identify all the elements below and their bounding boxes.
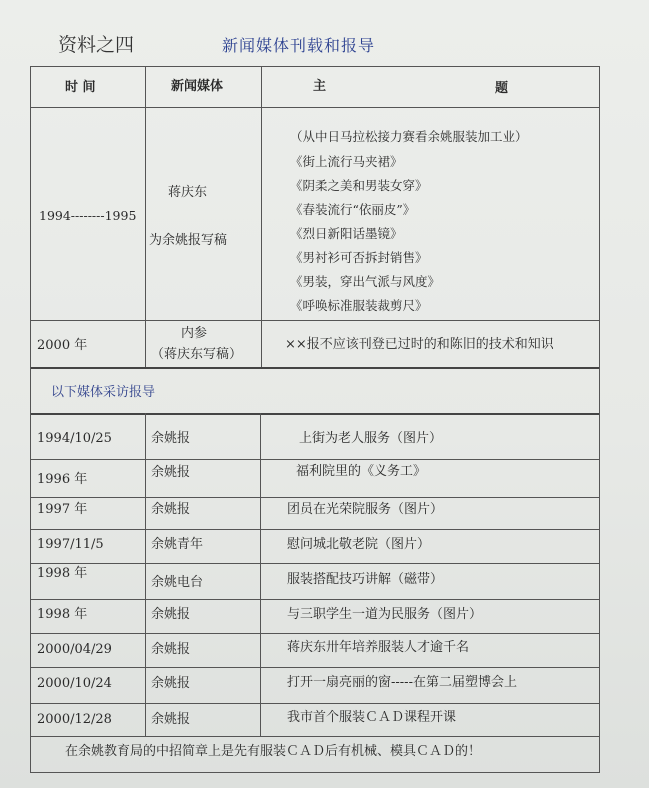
row-topic: 我市首个服装ＣＡＤ课程开课 bbox=[287, 710, 457, 725]
header-media: 新闻媒体 bbox=[171, 79, 224, 94]
row-time: 2000/12/28 bbox=[37, 712, 112, 727]
block1-topic: 《春装流行“依丽皮”》 bbox=[290, 202, 416, 217]
rule-row bbox=[31, 529, 599, 530]
row-media: 余姚青年 bbox=[151, 537, 204, 552]
page-label: 资料之四 bbox=[58, 34, 135, 56]
block2-author: （蒋庆东写稿） bbox=[151, 347, 243, 362]
row-time: 1996 年 bbox=[37, 472, 88, 487]
row-media: 余姚报 bbox=[151, 465, 191, 480]
row-media: 余姚报 bbox=[151, 502, 191, 517]
rule-block1 bbox=[31, 320, 599, 321]
row-time: 1998 年 bbox=[37, 566, 88, 581]
row-topic: 服装搭配技巧讲解（磁带） bbox=[287, 572, 444, 587]
block1-topic: 《男衬衫可否拆封销售》 bbox=[290, 250, 428, 265]
rule-row bbox=[31, 497, 599, 498]
block1-topic: 《男装，穿出气派与风度》 bbox=[290, 274, 441, 289]
rule-row bbox=[31, 563, 599, 564]
block1-topic: 《呼唤标准服装裁剪尺》 bbox=[290, 298, 428, 313]
header-topic-a: 主 bbox=[313, 79, 327, 94]
row-topic: 团员在光荣院服务（图片） bbox=[287, 502, 444, 517]
block1-time: 1994--------1995 bbox=[39, 208, 137, 223]
block1-topic: （从中日马拉松接力赛看余姚服装加工业） bbox=[290, 129, 528, 144]
row-media: 余姚报 bbox=[151, 431, 191, 446]
rule-row bbox=[31, 633, 599, 634]
col-divider-2-lower bbox=[260, 413, 261, 736]
rule-row bbox=[31, 703, 599, 704]
row-time: 1997 年 bbox=[37, 502, 88, 517]
page-title: 新闻媒体刊载和报导 bbox=[222, 36, 376, 55]
block1-author: 蒋庆东 bbox=[168, 185, 208, 200]
row-media: 余姚报 bbox=[151, 642, 191, 657]
header-topic-b: 题 bbox=[495, 81, 509, 96]
col-divider-1 bbox=[145, 67, 146, 367]
row-time: 2000/10/24 bbox=[37, 676, 112, 691]
block1-media: 为余姚报写稿 bbox=[149, 233, 228, 248]
block2-topic: ××报不应该刊登已过时的和陈旧的技术和知识 bbox=[285, 337, 554, 352]
row-topic: 蒋庆东卅年培养服装人才逾千名 bbox=[287, 640, 470, 655]
media-table bbox=[30, 66, 600, 773]
rule-row bbox=[31, 667, 599, 668]
row-topic: 打开一扇亮丽的窗-----在第二届塑博会上 bbox=[287, 675, 517, 690]
row-time: 1998 年 bbox=[37, 607, 88, 622]
rule-row bbox=[31, 736, 599, 737]
footer-note: 在余姚教育局的中招简章上是先有服装ＣＡＤ后有机械、模具ＣＡＤ的！ bbox=[65, 744, 482, 759]
rule-row bbox=[31, 459, 599, 460]
row-media: 余姚电台 bbox=[151, 575, 204, 590]
row-topic: 上街为老人服务（图片） bbox=[299, 431, 443, 446]
rule-block2 bbox=[31, 367, 599, 369]
row-topic: 与三职学生一道为民服务（图片） bbox=[287, 607, 483, 622]
row-time: 2000/04/29 bbox=[37, 642, 112, 657]
row-media: 余姚报 bbox=[151, 607, 191, 622]
row-media: 余姚报 bbox=[151, 676, 191, 691]
block1-topic: 《阴柔之美和男装女穿》 bbox=[290, 178, 428, 193]
row-time: 1997/11/5 bbox=[37, 537, 104, 552]
row-topic: 慰问城北敬老院（图片） bbox=[287, 537, 431, 552]
row-time: 1994/10/25 bbox=[37, 431, 112, 446]
col-divider-1-lower bbox=[145, 413, 146, 736]
block2-media: 内参 bbox=[181, 326, 208, 341]
block1-topic: 《街上流行马夹裙》 bbox=[290, 154, 403, 169]
rule-row bbox=[31, 599, 599, 600]
header-time: 时 间 bbox=[65, 80, 96, 95]
section-heading: 以下媒体采访报导 bbox=[51, 385, 156, 400]
rule-header bbox=[31, 107, 599, 108]
block1-topic: 《烈日新阳话墨镜》 bbox=[290, 226, 403, 241]
row-media: 余姚报 bbox=[151, 712, 191, 727]
block2-time: 2000 年 bbox=[37, 338, 88, 353]
rule-section bbox=[31, 413, 599, 415]
col-divider-2 bbox=[261, 67, 262, 367]
row-topic: 福利院里的《义务工》 bbox=[296, 464, 427, 479]
